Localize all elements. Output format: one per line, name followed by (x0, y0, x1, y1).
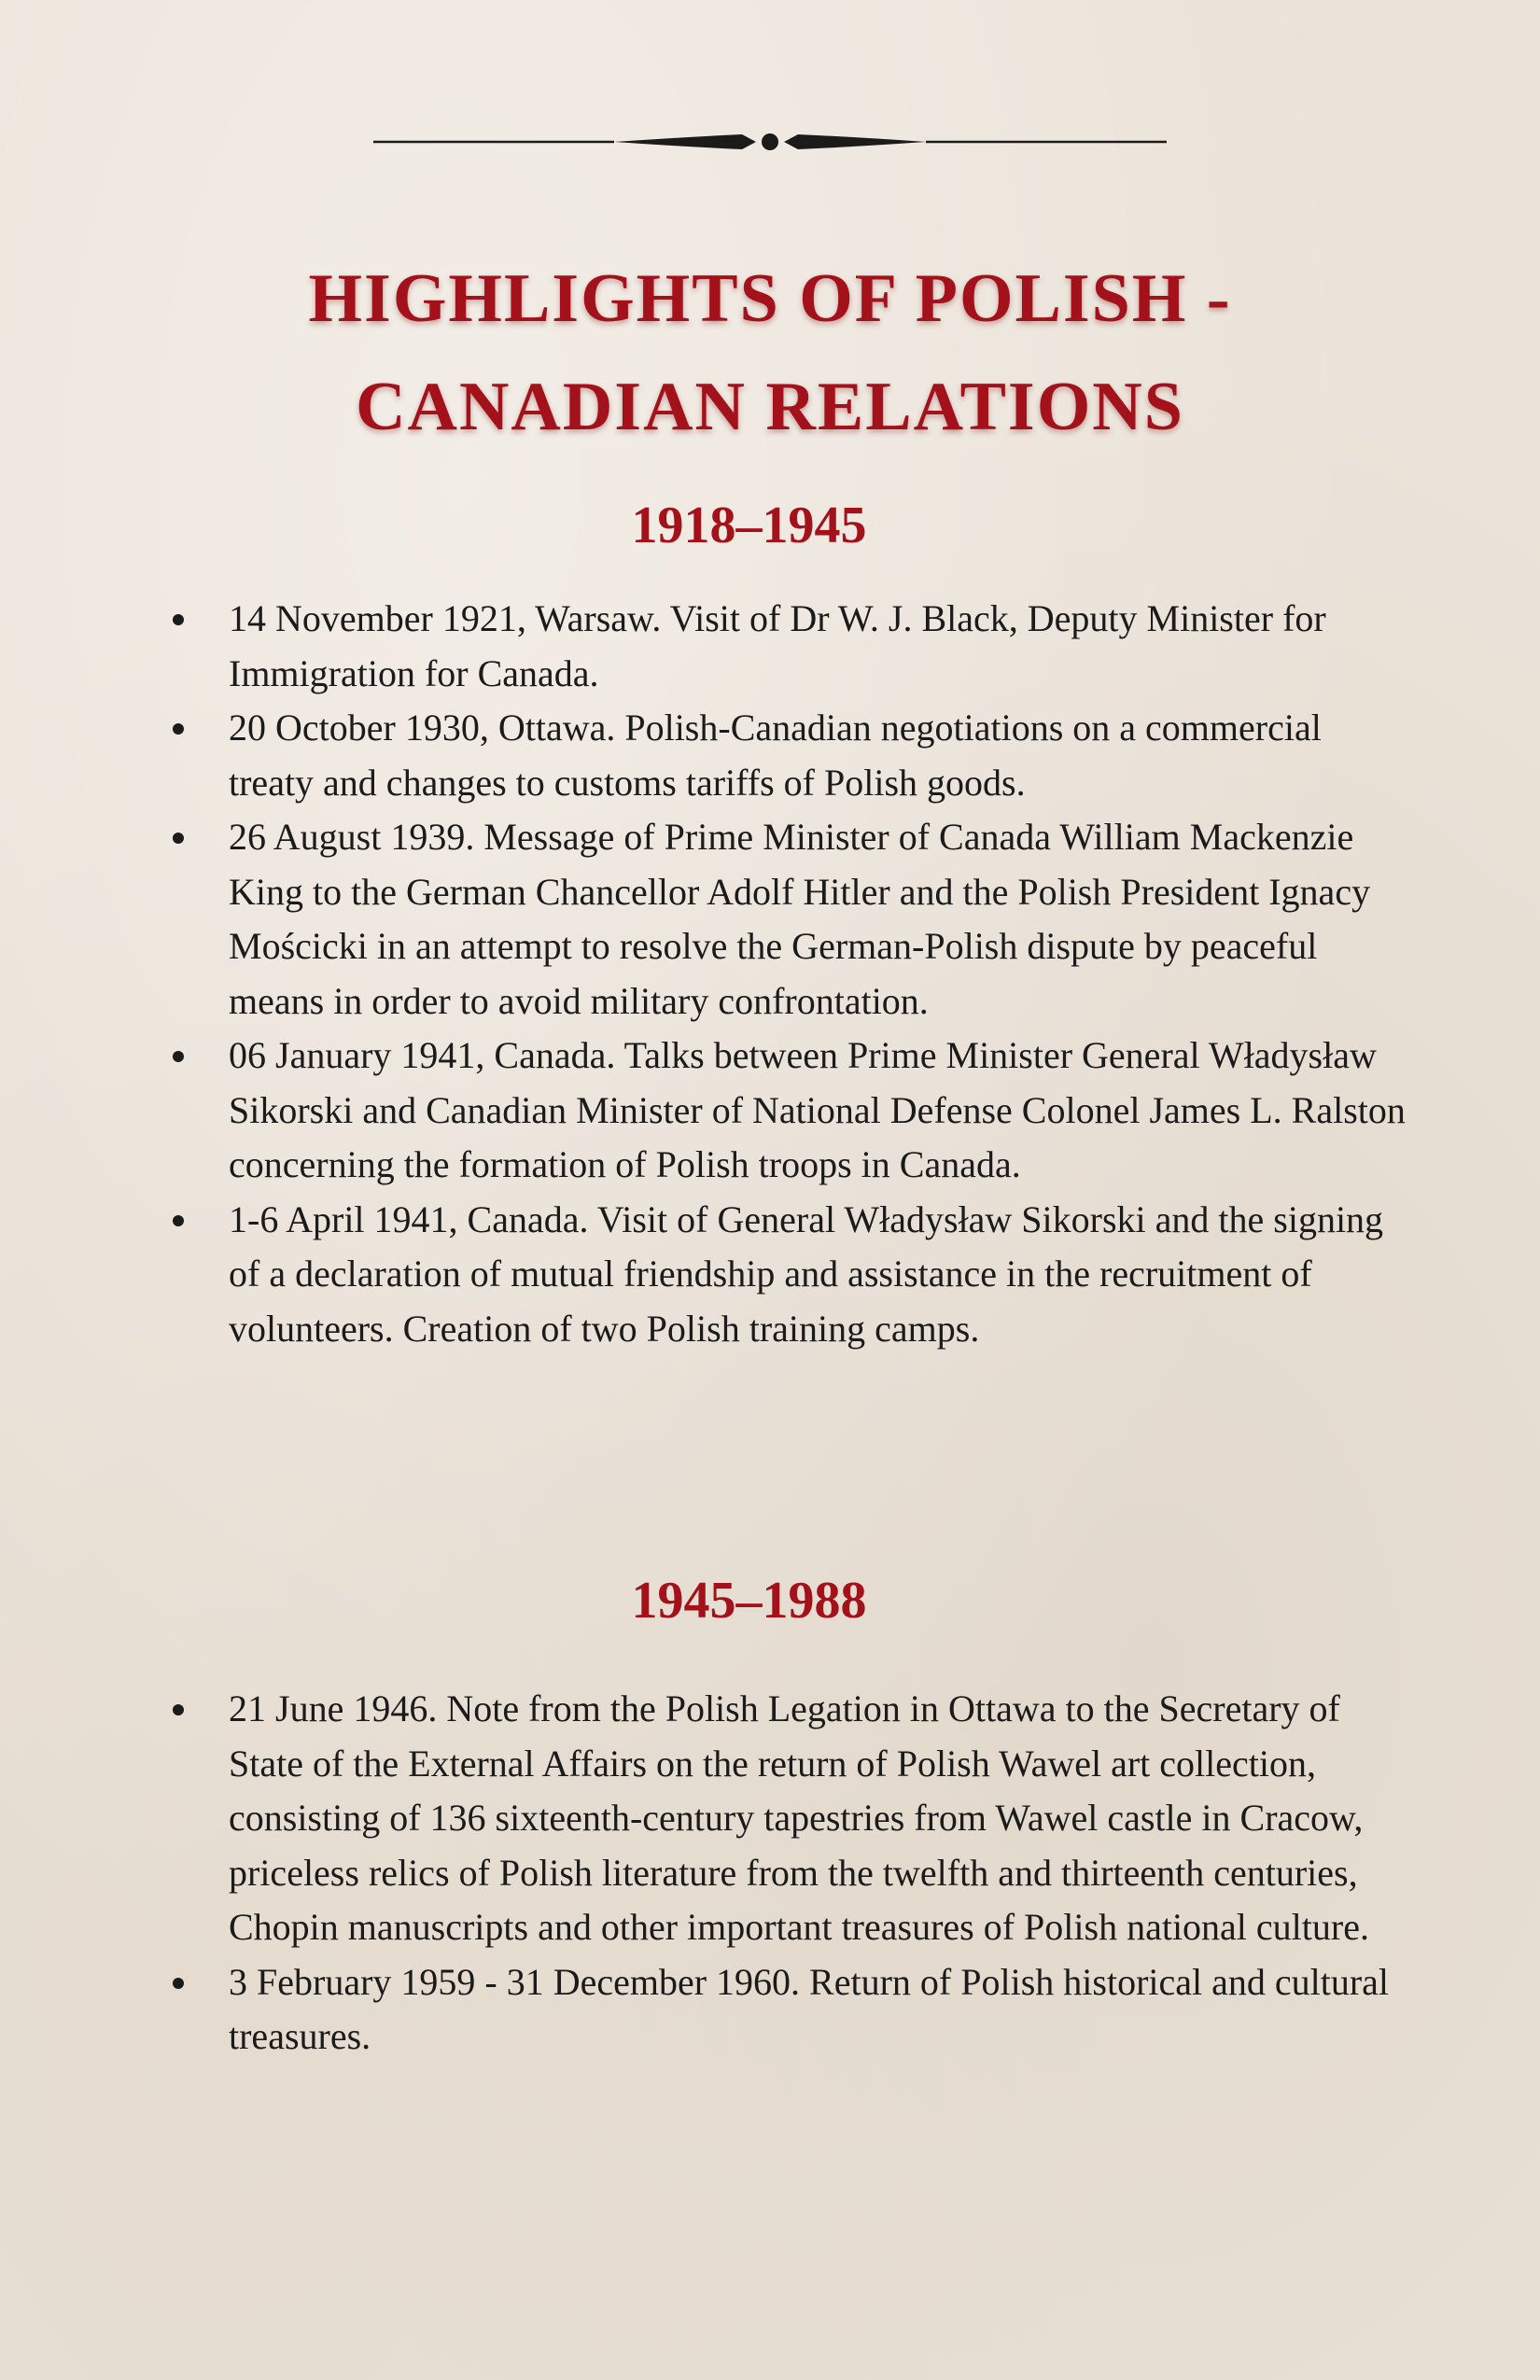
list-item: 20 October 1930, Ottawa. Polish-Canadian negotiations on a commercial treaty and changes to customs tariffs of Polish goods. (173, 701, 1414, 810)
page-title (93, 245, 1447, 461)
list-item: 3 February 1959 - 31 December 1960. Return of Polish historical and cultural treasures. (173, 1955, 1414, 2065)
period-heading-1945-1988: 1945–1988 (631, 1572, 867, 1630)
ornament-divider-icon (373, 123, 1167, 161)
list-item: 26 August 1939. Message of Prime Minister of Canada William Mackenzie King to the German Chancellor Adolf Hitler and the Polish President Ignacy Mościcki in an attempt to resolve the German-Polish dispute by peaceful means in order to avoid military confrontation. (173, 810, 1414, 1029)
page-title-line-1: HIGHLIGHTS OF POLISH - (308, 260, 1232, 337)
list-item: 1-6 April 1941, Canada. Visit of General Władysław Sikorski and the signing of a declaration of mutual friendship and assistance in the recruitment of volunteers. Creation of two Polish training camps. (173, 1193, 1414, 1357)
list-item: 21 June 1946. Note from the Polish Legation in Ottawa to the Secretary of State of the External Affairs on the return of Polish Wawel art collection, consisting of 136 sixteenth-century tapestries from Wawel castle in Cracow, priceless relics of Polish literature from the twelfth and thirteenth centuries, Chopin manuscripts and other important treasures of Polish national culture. (173, 1682, 1414, 1955)
page-title-line-2: CANADIAN RELATIONS (356, 369, 1184, 445)
event-list-1945-1988 (173, 1682, 1414, 2065)
event-list-1918-1945 (173, 592, 1414, 1356)
list-item: 06 January 1941, Canada. Talks between Prime Minister General Władysław Sikorski and Canadian Minister of National Defense Colonel James L. Ralston concerning the formation of Polish troops in Canada. (173, 1029, 1414, 1193)
period-heading-1918-1945: 1918–1945 (631, 497, 867, 554)
list-item: 14 November 1921, Warsaw. Visit of Dr W. J. Black, Deputy Minister for Immigration for Canada. (173, 592, 1414, 701)
